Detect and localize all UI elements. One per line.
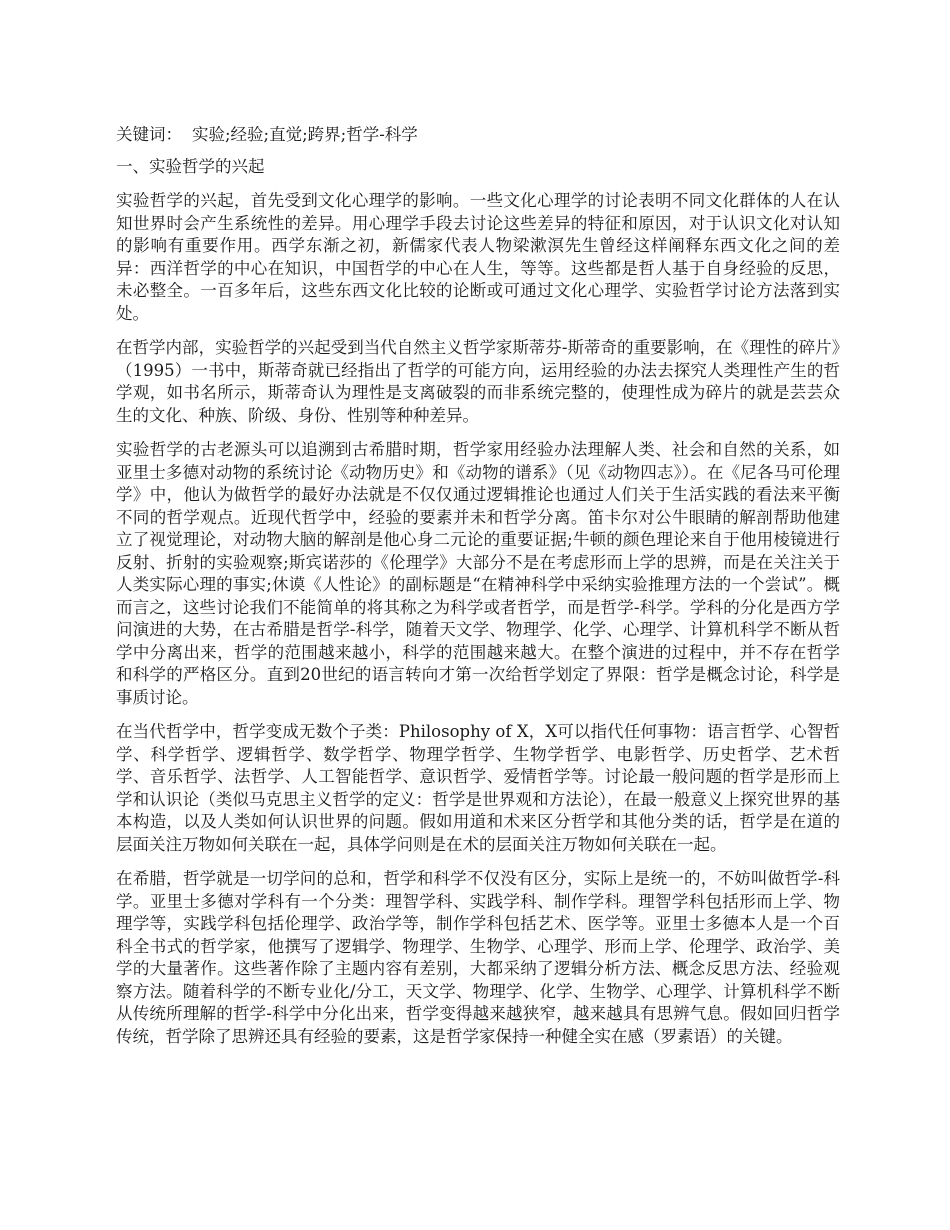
- paragraph-3: 实验哲学的古老源头可以追溯到古希腊时期，哲学家用经验办法理解人类、社会和自然的关系，如亚里士多德对动物的系统讨论《动物历史》和《动物的谱系》（见《动物四志》）。在《尼各马可伦理学》中，他认为做哲学的最好办法就是不仅仅通过逻辑推论也通过人们关于生活实践的看法来平衡不同的哲学观点。近现代哲学中，经验的要素并未和哲学分离。笛卡尔对公牛眼睛的解剖帮助他建立了视觉理论，对动物大脑的解剖是他心身二元论的重要证据;牛顿的颜色理论来自于他用棱镜进行反射、折射的实验观察;斯宾诺莎的《伦理学》大部分不是在考虑形而上学的思辨，而是在关注关于人类实际心理的事实;休谟《人性论》的副标题是“在精神科学中采纳实验推理方法的一个尝试”。概而言之，这些讨论我们不能简单的将其称之为科学或者哲学，而是哲学-科学。学科的分化是西方学问演进的大势，在古希腊是哲学-科学，随着天文学、物理学、化学、心理学、计算机科学不断从哲学中分离出来，哲学的范围越来越小，科学的范围越来越大。在整个演进的过程中，并不存在哲学和科学的严格区分。直到20世纪的语言转向才第一次给哲学划定了界限：哲学是概念讨论，科学是事质讨论。: [116, 440, 840, 707]
- keywords-line: [116, 124, 840, 147]
- paragraph-4: 在当代哲学中，哲学变成无数个子类：Philosophy of X，X可以指代任何事物：语言哲学、心智哲学、科学哲学、逻辑哲学、数学哲学、物理学哲学、生物学哲学、电影哲学、历史哲学、艺术哲学、音乐哲学、法哲学、人工智能哲学、意识哲学、爱情哲学等。讨论最一般问题的哲学是形而上学和认识论（类似马克思主义哲学的定义：哲学是世界观和方法论），在最一般意义上探究世界的基本构造，以及人类如何认识世界的问题。假如用道和术来区分哲学和其他分类的话，哲学是在道的层面关注万物如何关联在一起，具体学问则是在术的层面关注万物如何关联在一起。: [116, 722, 840, 854]
- document-page: [116, 124, 840, 1060]
- paragraph-1: 实验哲学的兴起，首先受到文化心理学的影响。一些文化心理学的讨论表明不同文化群体的人在认知世界时会产生系统性的差异。用心理学手段去讨论这些差异的特征和原因，对于认识文化对认知的影响有重要作用。西学东渐之初，新儒家代表人物梁漱溟先生曾经这样阐释东西文化之间的差异：西洋哲学的中心在知识，中国哲学的中心在人生，等等。这些都是哲人基于自身经验的反思，未必整全。一百多年后，这些东西文化比较的论断或可通过文化心理学、实验哲学讨论方法落到实处。: [116, 191, 840, 323]
- paragraph-2: 在哲学内部，实验哲学的兴起受到当代自然主义哲学家斯蒂芬-斯蒂奇的重要影响，在《理性的碎片》（1995）一书中，斯蒂奇就已经指出了哲学的可能方向，运用经验的办法去探究人类理性产生的哲学观，如书名所示，斯蒂奇认为理性是支离破裂的而非系统完整的，使理性成为碎片的就是芸芸众生的文化、种族、阶级、身份、性别等种种差异。: [116, 338, 840, 425]
- paragraph-5: 在希腊，哲学就是一切学问的总和，哲学和科学不仅没有区分，实际上是统一的，不妨叫做哲学-科学。亚里士多德对学科有一个分类：理智学科、实践学科、制作学科。理智学科包括形而上学、物理学等，实践学科包括伦理学、政治学等，制作学科包括艺术、医学等。亚里士多德本人是一个百科全书式的哲学家，他撰写了逻辑学、物理学、生物学、心理学、形而上学、伦理学、政治学、美学的大量著作。这些著作除了主题内容有差别，大都采纳了逻辑分析方法、概念反思方法、经验观察方法。随着科学的不断专业化/分工，天文学、物理学、化学、生物学、心理学、计算机科学不断从传统所理解的哲学-科学中分化出来，哲学变得越来越狭窄，越来越具有思辨气息。假如回归哲学传统，哲学除了思辨还具有经验的要素，这是哲学家保持一种健全实在感（罗素语）的关键。: [116, 869, 840, 1046]
- keywords-label: 关键词：: [116, 125, 182, 144]
- section-heading: 一、实验哲学的兴起: [116, 156, 265, 176]
- keywords-value: 实验;经验;直觉;跨界;哲学-科学: [192, 125, 418, 144]
